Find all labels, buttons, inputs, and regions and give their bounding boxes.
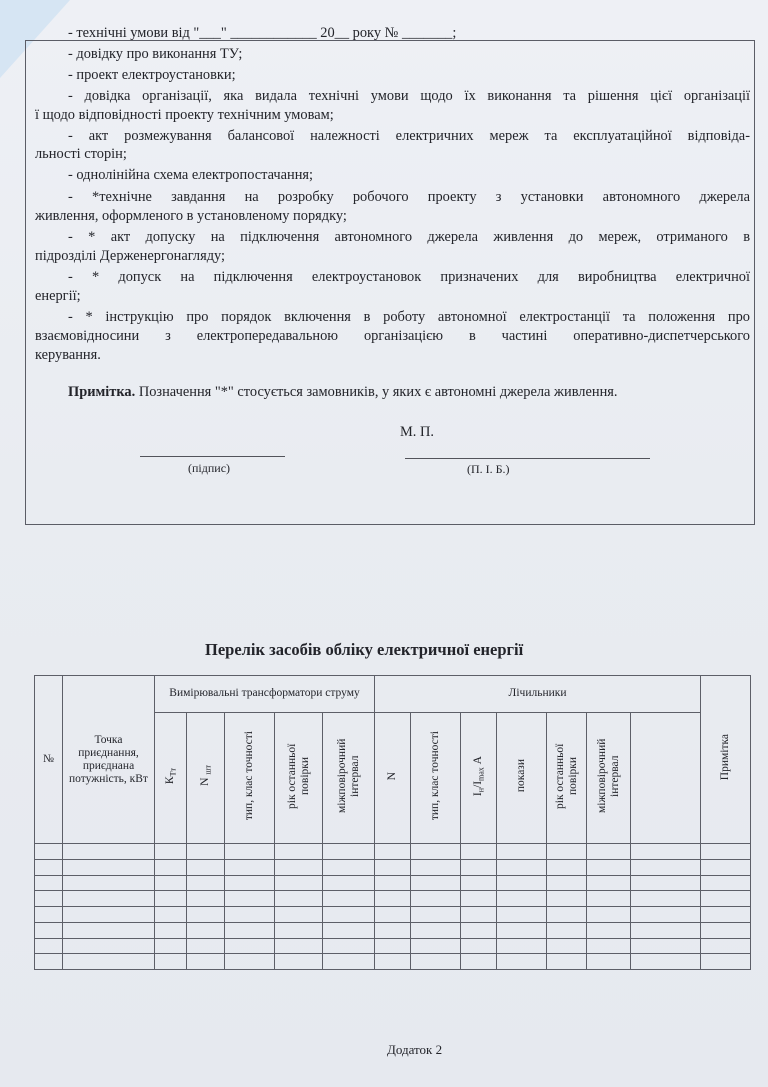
note-column-label: Примітка [719, 734, 732, 781]
requirement-line-9: - *технічне завдання на розробку робочого проекту з установки автономного джерела [68, 189, 750, 205]
requirement-line-7: льності сторін; [35, 146, 127, 162]
table-row [35, 922, 751, 938]
note-text: Позначення "*" стосується замовників, у яких є автономні джерела живлення. [135, 384, 618, 400]
ct-quantity-label [199, 765, 212, 786]
ct-interval-header [323, 712, 375, 843]
table-row [35, 859, 751, 875]
ct-type-class-label: тип, клас точності [243, 731, 255, 821]
note-label: Примітка. [68, 384, 136, 400]
meter-interval-label: міжповірочний інтервал [595, 738, 621, 814]
requirement-line-8: - однолінійна схема електропостачання; [68, 167, 314, 183]
requirement-line-6: - акт розмежування балансової належності електричних мереж та експлуатаційної відповіда- [68, 128, 750, 144]
current-range-suffix: А [472, 755, 485, 767]
ct-ratio-subscript: Тт [168, 767, 178, 777]
signature-caption: (підпис) [188, 461, 231, 475]
meter-blank-header-1 [631, 712, 701, 843]
ct-ratio-header [155, 712, 187, 843]
requirement-line-11: - * акт допуску на підключення автономного джерела живлення до мереж, отриманого в [68, 229, 750, 245]
current-range-prefix: І [472, 792, 485, 796]
ct-quantity-subscript: шт [203, 765, 213, 776]
ct-interval-label: міжповірочний інтервал [335, 738, 361, 814]
ct-quantity-header [187, 712, 225, 843]
requirement-line-3: - проект електроустановки; [68, 67, 236, 83]
ct-quantity-main: N [199, 777, 211, 787]
meter-number-header [375, 712, 411, 843]
requirement-line-4: - довідка організації, яка видала технічні умови щодо їх виконання та рішення цієї організації [68, 88, 750, 104]
signature-line [140, 456, 285, 457]
ct-ratio-label [164, 768, 177, 784]
table-row [35, 954, 751, 970]
current-range-sub-2: max [476, 767, 486, 781]
appendix-label: Додаток 2 [387, 1042, 443, 1057]
header-row-1 [35, 676, 751, 713]
meter-interval-header [587, 712, 631, 843]
meter-type-class-label: тип, клас точності [429, 731, 442, 821]
meter-number-label: N [386, 772, 399, 781]
ct-ratio-main: К [164, 776, 176, 784]
requirement-line-16: взаємовідносини з електропередавальною організацією в частині оперативно-диспетчерського [35, 328, 750, 344]
meter-table-wrap [34, 675, 750, 970]
stamp-placeholder: М. П. [400, 424, 434, 440]
table-row [35, 844, 751, 860]
current-range-mid: /І [472, 780, 485, 788]
requirement-line-15: - * інструкцію про порядок включення в роботу автономної електростанції та положення про [68, 309, 750, 325]
name-line [405, 458, 650, 459]
note-column-header [701, 676, 751, 844]
number-header: № [35, 676, 63, 844]
requirement-line-2: - довідку про виконання ТУ; [68, 46, 243, 62]
meter-table [34, 675, 751, 970]
requirement-line-17: керування. [35, 347, 101, 363]
ct-type-class-header [225, 712, 275, 843]
meters-header: Лічильники [375, 676, 701, 713]
current-range-sub-1: н [476, 787, 486, 793]
ct-last-check-header [275, 712, 323, 843]
meter-list-title: Перелік засобів обліку електричної енергії [205, 640, 524, 659]
requirement-line-12: підрозділі Держенергонагляду; [35, 248, 226, 264]
table-row [35, 907, 751, 923]
requirement-line-14: енергії; [35, 288, 81, 304]
readings-label: покази [515, 759, 528, 793]
meter-last-check-header [547, 712, 587, 843]
table-row [35, 875, 751, 891]
requirement-line-5: ї щодо відповідності проекту технічним умовам; [35, 107, 334, 123]
name-caption: (П. І. Б.) [467, 462, 510, 476]
current-range-header [461, 712, 497, 843]
ct-last-check-label: рік останньої повірки [285, 743, 311, 809]
note-line [68, 383, 617, 402]
requirement-line-10: живлення, оформленого в установленому порядку; [35, 208, 347, 224]
requirement-line-1: - технічні умови від "___" ____________ 20__ року № _______; [68, 25, 457, 41]
meter-last-check-label: рік останньої повірки [553, 743, 579, 809]
table-row [35, 891, 751, 907]
current-range-label [472, 756, 485, 796]
current-transformers-header: Вимірювальні трансформатори струму [155, 676, 375, 713]
readings-header [497, 712, 547, 843]
table-row [35, 938, 751, 954]
requirement-line-13: - * допуск на підключення електроустановок призначених для виробництва електричної [68, 269, 750, 285]
connection-point-header: Точка приєднання, приєднана потужність, кВт [63, 676, 155, 844]
meter-type-class-header [411, 712, 461, 843]
